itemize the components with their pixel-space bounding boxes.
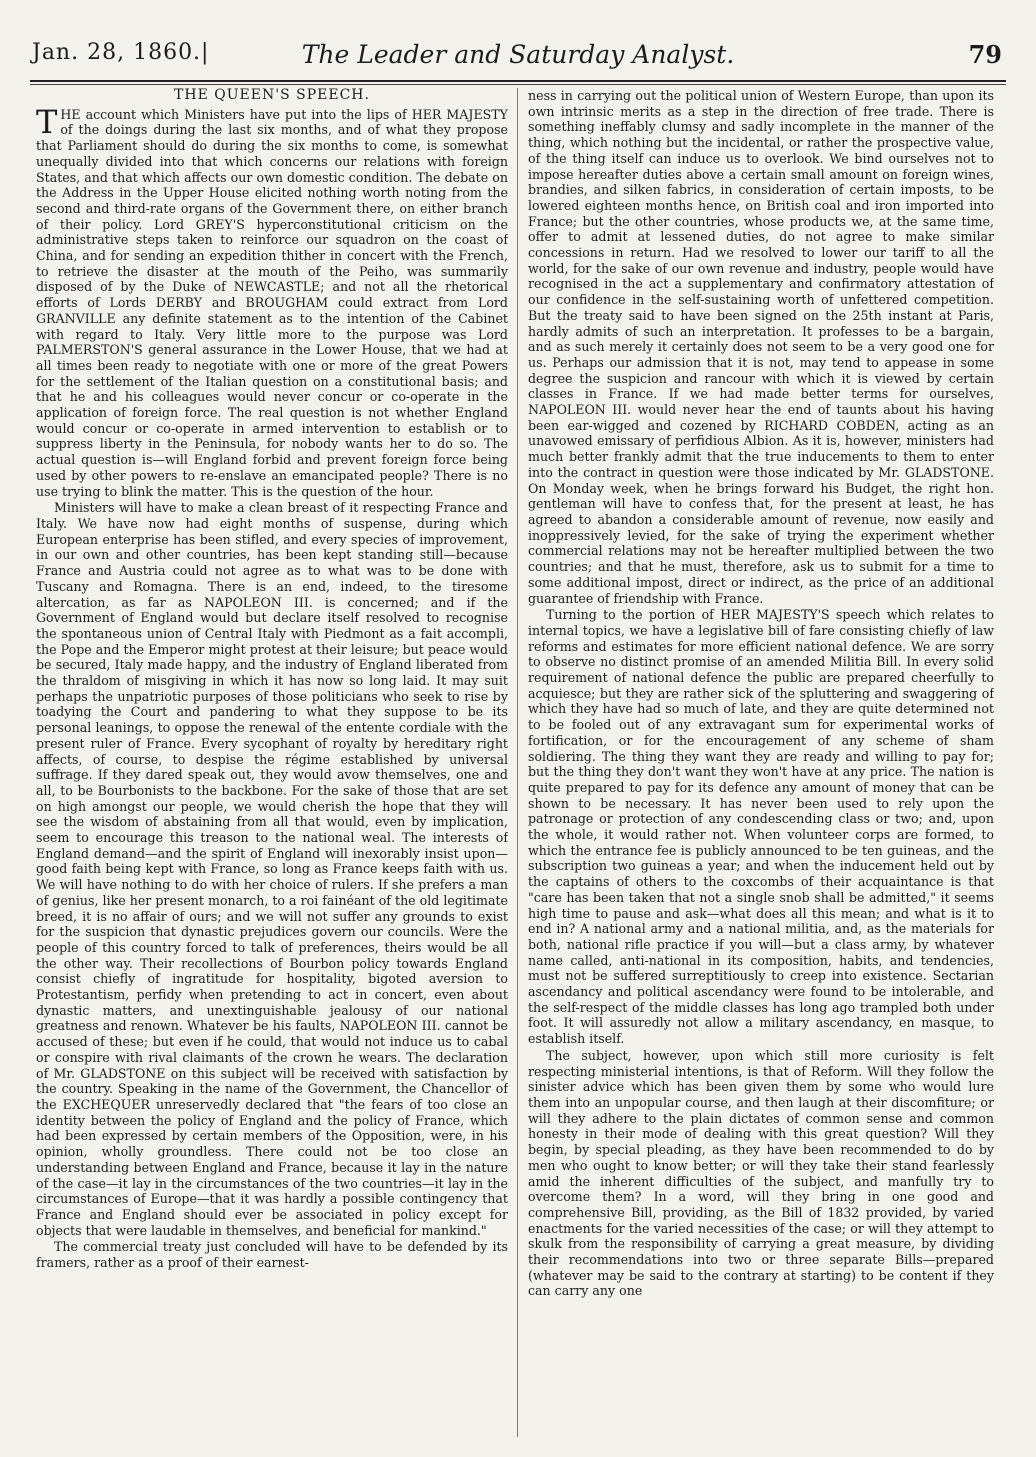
left-column: [36, 88, 508, 1437]
masthead: [30, 40, 1006, 82]
drop-cap: T: [36, 102, 58, 141]
issue-date: Jan. 28, 1860.|: [32, 40, 210, 65]
article-paragraph: The commercial treaty just concluded will have to be defended by its framers, rather as a proof of their earnest-: [36, 1239, 508, 1271]
right-column: [528, 88, 994, 1437]
publication-title: The Leader and Saturday Analyst.: [301, 40, 735, 69]
article-title: THE QUEEN'S SPEECH.: [174, 88, 370, 103]
page-number: 79: [968, 40, 1002, 69]
column-divider: [517, 88, 518, 1437]
article-paragraph: Ministers will have to make a clean breast of it respecting France and Italy. We have now had eight months of suspense, during which European enterprise has been stifled, and every species of improvement, in our own and other countries, has been kept standing still—because France and Austria could not agree as to what was to be done with Tuscany and Romagna. There is an end, indeed, to the tiresome altercation, as far as NAPOLEON III. is concerned; and if the Government of England would but declare itself resolved to recognise the spontaneous union of Central Italy with Piedmont as a fait accompli, the Pope and the Emperor might protest at their leisure; but peace would be secured, Italy made happy, and the industry of England liberated from the thraldom of misgiving in which it has now so long laid. It may suit perhaps the unpatriotic purposes of those politicians who seek to rise by toadying the Court and pandering to what they suppose to be its personal leanings, to oppose the renewal of the entente cordiale with the present ruler of France. Every sycophant of royalty by hereditary right affects, of course, to despise the régime established by universal suffrage. If they dared speak out, they would avow themselves, one and all, to be Bourbonists to the backbone. For the sake of those that are set on high amongst our people, we would cherish the hope that they will see the wisdom of abstaining from all that would, even by implication, seem to encourage this treason to the national weal. The interests of England demand—and the spirit of England will inexorably insist upon—good faith being kept with France, so long as France keeps faith with us. We will have nothing to do with her choice of rulers. If she prefers a man of genius, like her present monarch, to a roi fainéant of the old legitimate breed, it is no affair of ours; and we will not suffer any grounds to exist for the suspicion that dynastic prejudices govern our councils. Were the people of this country forced to talk of preferences, theirs would be all the other way. Their recollections of Bourbon policy towards England consist chiefly of ingratitude for hospitality, bigoted aversion to Protestantism, perfidy when pretending to act in concert, even about dynastic matters, and unextinguishable jealousy of our national greatness and renown. Whatever be his faults, NAPOLEON III. cannot be accused of these; but even if he could, that would not induce us to cabal or conspire with rival claimants of the crown he wears. The declaration of Mr. GLADSTONE on this subject will be received with satisfaction by the country. Speaking in the name of the Government, the Chancellor of the EXCHEQUER unreservedly declared that "the fears of too close an identity between the policy of England and the policy of France, which had been expressed by certain members of the Opposition, were, in his opinion, wholly groundless. There could not be too close an understanding between England and France, because it lay in the nature of the case—it lay in the circumstances of the two countries—it lay in the circumstances of Europe—that it was hardly a possible contingency that France and England should ever be associated in policy except for objects that were laudable in themselves, and beneficial for mankind.": [36, 500, 508, 1238]
article-paragraph: The subject, however, upon which still more curiosity is felt respecting ministerial intentions, is that of Reform. Will they follow the sinister advice which has been given them by some who would lure them into an unpopular course, and then laugh at their discomfiture; or will they adhere to the plain dictates of common sense and common honesty in their mode of dealing with this great question? Will they begin, by special pleading, as they have been recommended to do by men who ought to know better; or will they take their stand fearlessly amid the inherent difficulties of the subject, and manfully try to overcome them? In a word, will they bring in one good and comprehensive Bill, providing, as the Bill of 1832 provided, by varied enactments for the varied necessities of the case; or will they attempt to skulk from the responsibility of carrying a great measure, by dividing their recommendations into two or three separate Bills—prepared (whatever may be said to the contrary at starting) to be content if they can carry any one: [528, 1047, 994, 1299]
article-paragraph: Turning to the portion of HER MAJESTY'S speech which relates to internal topics, we have a legislative bill of fare consisting chiefly of law reforms and estimates for more efficient national defence. We are sorry to observe no distinct promise of an amended Militia Bill. In every solid requirement of national defence the public are prepared cheerfully to acquiesce; but they are rather sick of the spluttering and swaggering of which they have had so much of late, and they are quite determined not to be fooled out of any extravagant sum for experimental works of fortification, or for the encouragement of any scheme of sham soldiering. The thing they want they are ready and willing to pay for; but the thing they don't want they won't have at any price. The nation is quite prepared to pay for its defence any amount of money that can be shown to be necessary. It has never been used to rely upon the patronage or protection of any condescending class or two; and, upon the whole, it would rather not. When volunteer corps are formed, to which the entrance fee is publicly announced to be ten guineas, and the subscription two guineas a year; and when the inducement held out by the captains of others to the coxcombs of their acquaintance is that "care has been taken that not a single snob shall be admitted," it seems high time to pause and ask—what does all this mean; and what is it to end in? A national army and a national militia, and, as the materials for both, national rifle practice if you will—but a class army, by whatever name called, anti-national in its composition, habits, and tendencies, must not be suffered surreptitiously to creep into existence. Sectarian ascendancy and political ascendancy were found to be intolerable, and the self-respect of the middle classes has long ago trampled both under foot. It will assuredly not allow a military ascendancy, en masque, to establish itself.: [528, 607, 994, 1047]
article-paragraph: ness in carrying out the political union of Western Europe, than upon its own intrinsic merits as a step in the direction of free trade. There is something ineffably clumsy and sadly incomplete in the manner of the thing, which nothing but the incidental, or rather the prospective value, of the thing itself can induce us to overlook. We bind ourselves not to impose hereafter duties above a certain small amount on foreign wines, brandies, and silken fabrics, in consideration of certain imposts, to be lowered eighteen months hence, on British coal and iron imported into France; but the other countries, whose products we, at the same time, offer to admit at lessened duties, do not agree to make similar concessions in return. Had we resolved to lower our tariff to all the world, for the sake of our own revenue and industry, people would have recognised in the act a supplementary and confirmatory attestation of our confidence in the self-sustaining worth of unfettered competition. But the treaty said to have been signed on the 25th instant at Paris, hardly admits of such an interpretation. It professes to be a bargain, and as such merely it certainly does not seem to be a very good one for us. Perhaps our admission that it is not, may tend to appease in some degree the suspicion and rancour with which it is viewed by certain classes in France. If we had made better terms for ourselves, NAPOLEON III. would never hear the end of taunts about his having been ear-wigged and cozened by RICHARD COBDEN, acting as an unavowed emissary of perfidious Albion. As it is, however, ministers had much better frankly admit that the true inducements to them to enter into the contract in question were those indicated by Mr. GLADSTONE. On Monday week, when he brings forward his Budget, the right hon. gentleman will have to confess that, for the present at least, he has agreed to abandon a considerable amount of revenue, now easily and inoppressively levied, for the sake of trying the experiment whether commercial relations may not be hereafter multiplied between the two countries; and that he must, therefore, ask us to submit for a time to some additional impost, direct or indirect, as the price of an additional guarantee of friendship with France.: [528, 88, 994, 606]
masthead-rule: [30, 84, 1006, 85]
article-paragraph: THE account which Ministers have put into the lips of HER MAJESTY of the doings during the last six months, and of what they propose that Parliament should do during the six months to come, is somewhat unequally divided into that which concerns our relations with foreign States, and that which affects our own domestic condition. The debate on the Address in the Upper House elicited nothing worth noting from the second and third-rate organs of the Government there, on either branch of their policy. Lord GREY'S hyperconstitutional criticism on the administrative steps taken to reinforce our squadron on the coast of China, and for sending an expedition thither in concert with the French, to retrieve the disaster at the mouth of the Peiho, was summarily disposed of by the Duke of NEWCASTLE; and not all the rhetorical efforts of Lords DERBY and BROUGHAM could extract from Lord GRANVILLE any definite statement as to the intention of the Cabinet with regard to Italy. Very little more to the purpose was Lord PALMERSTON'S general assurance in the Lower House, that we had at all times been ready to negotiate with one or more of the great Powers for the settlement of the Italian question on a constitutional basis; and that he and his colleagues would never concur or co-operate in the application of foreign force. The real question is not whether England would concur or co-operate in armed intervention to establish or to suppress liberty in the Peninsula, for nobody wants her to do so. The actual question is—will England forbid and prevent foreign force being used by other powers to re-enslave an emancipated people? There is no use trying to blink the matter. This is the question of the hour.: [36, 102, 508, 499]
